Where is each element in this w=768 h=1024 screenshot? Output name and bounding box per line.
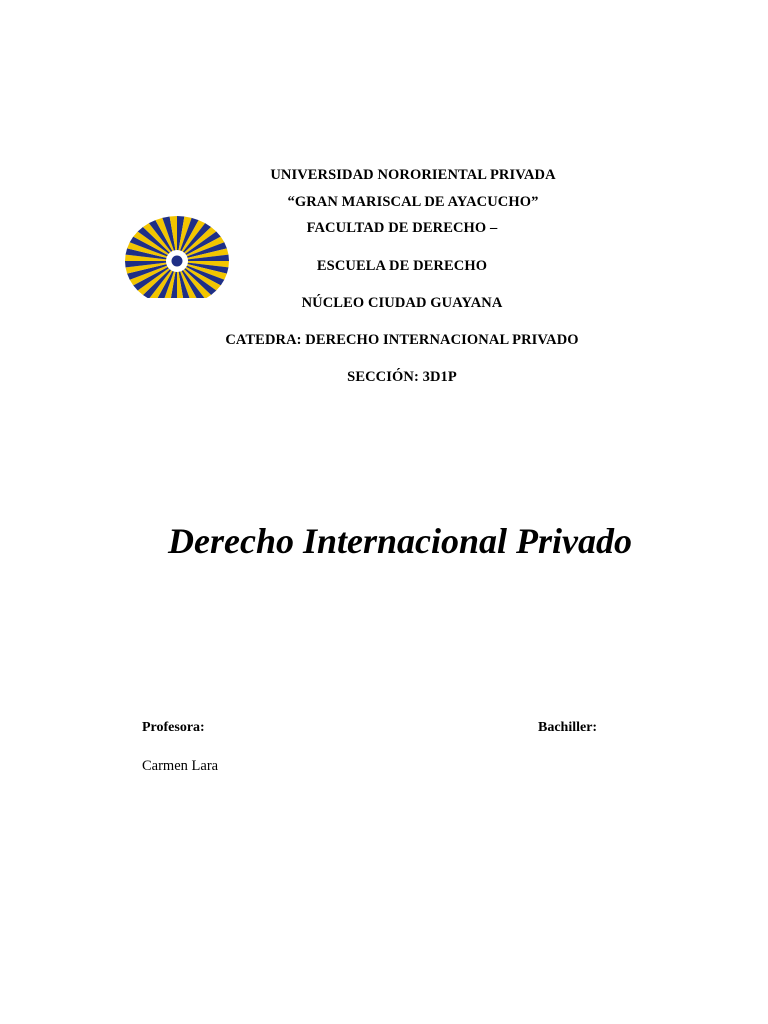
professor-name: Carmen Lara [142,758,219,774]
header-school: ESCUELA DE DERECHO [316,258,488,274]
document-title: Derecho Internacional Privado [168,521,632,561]
header-campus: NÚCLEO CIUDAD GUAYANA [301,295,503,311]
header-section: SECCIÓN: 3D1P [347,369,457,385]
university-logo-icon [122,204,232,298]
header-university-name: UNIVERSIDAD NORORIENTAL PRIVADA [270,167,556,183]
professor-label: Profesora: [142,720,205,735]
header-faculty: FACULTAD DE DERECHO – [306,220,498,236]
student-label: Bachiller: [538,720,598,735]
header-university-subtitle: “GRAN MARISCAL DE AYACUCHO” [287,194,539,210]
header-course: CATEDRA: DERECHO INTERNACIONAL PRIVADO [225,332,579,348]
